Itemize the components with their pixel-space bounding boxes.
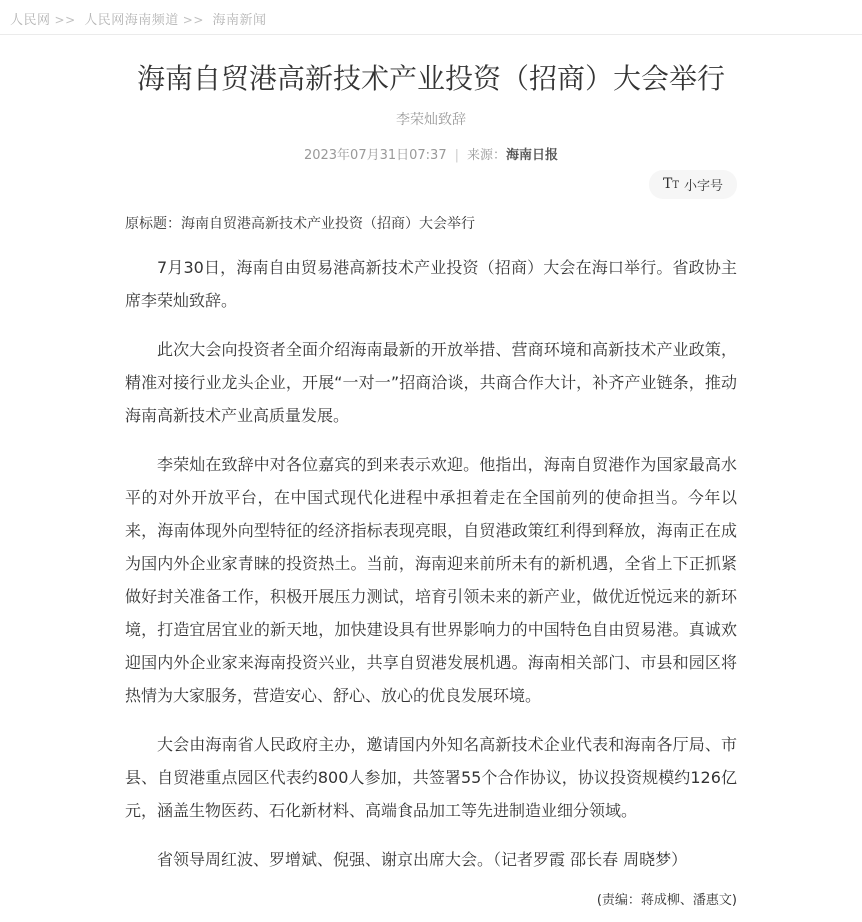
breadcrumb-separator: >> [54,13,76,27]
article-body [125,251,737,876]
article-subtitle: 李荣灿致辞 [396,111,466,128]
breadcrumb-link-hainan-channel[interactable]: 人民网海南频道 [84,13,179,28]
breadcrumb-link-hainan-news[interactable]: 海南新闻 [212,13,267,28]
paragraph-4: 大会由海南省人民政府主办，邀请国内外知名高新技术企业代表和海南各厅局、市县、自贸港重点园区代表约800人参加，共签署55个合作协议，协议投资规模约126亿元，涵盖生物医药、石化新材料、高端食品加工等先进制造业细分领域。 [125,734,737,820]
meta-separator: | [454,147,459,163]
source-link[interactable]: 海南日报 [506,147,559,163]
breadcrumb [0,0,862,35]
breadcrumb-separator: >> [182,13,204,27]
font-size-button-label: 小字号 [683,178,723,194]
paragraph-3: 李荣灿在致辞中对各位嘉宾的到来表示欢迎。他指出，海南自贸港作为国家最高水平的对外开放平台，在中国式现代化进程中承担着走在全国前列的使命担当。今年以来，海南体现外向型特征的经济指标表现亮眼，自贸港政策红利得到释放，海南正在成为国内外企业家青睐的投资热土。当前，海南迎来前所未有的新机遇，全省上下正抓紧做好封关准备工作，积极开展压力测试，培育引领未来的新产业，做优近悦远来的新环境，打造宜居宜业的新天地，加快建设具有世界影响力的中国特色自由贸易港。真诚欢迎国内外企业家来海南投资兴业，共享自贸港发展机遇。海南相关部门、市县和园区将热情为大家服务，营造安心、舒心、放心的优良发展环境。 [125,454,737,705]
source-label: 来源： [467,147,507,163]
font-size-button[interactable] [649,170,737,199]
breadcrumb-link-peoples-daily[interactable]: 人民网 [10,13,51,28]
original-title: 原标题：海南自贸港高新技术产业投资（招商）大会举行 [125,215,475,232]
paragraph-5: 省领导周红波、罗增斌、倪强、谢京出席大会。（记者罗霞 邵长春 周晓梦） [157,849,688,869]
font-size-icon: TT [662,176,679,193]
publish-date: 2023年07月31日07:37 [303,147,447,163]
editor-credit: (责编：蒋成柳、潘惠文) [596,892,737,908]
article-content [125,62,737,922]
paragraph-1: 7月30日，海南自由贸易港高新技术产业投资（招商）大会在海口举行。省政协主席李荣灿致辞。 [125,257,737,310]
article-meta [125,144,737,163]
paragraph-2: 此次大会向投资者全面介绍海南最新的开放举措、营商环境和高新技术产业政策，精准对接行业龙头企业，开展“一对一”招商洽谈，共商合作大计，补齐产业链条，推动海南高新技术产业高质量发展。 [125,339,737,425]
article-title: 海南自贸港高新技术产业投资（招商）大会举行 [136,62,725,95]
article-toolbar [125,170,737,197]
